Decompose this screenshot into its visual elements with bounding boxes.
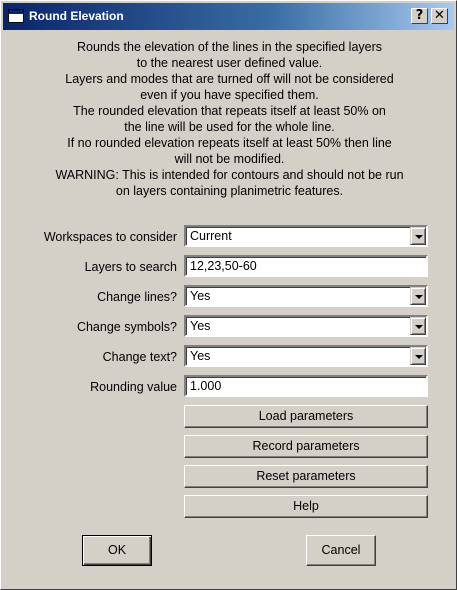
workspaces-label: Workspaces to consider — [43, 230, 177, 244]
help-button[interactable]: Help — [184, 495, 428, 518]
description-line: Layers and modes that are turned off will not be considered — [65, 72, 394, 86]
cancel-button[interactable]: Cancel — [306, 535, 376, 566]
chevron-down-icon[interactable] — [410, 287, 426, 305]
change-symbols-value: Yes — [190, 319, 211, 333]
change-text-label: Change text? — [102, 350, 177, 364]
description-line: Rounds the elevation of the lines in the specified layers — [76, 40, 383, 54]
layers-input[interactable]: 12,23,50-60 — [184, 255, 428, 277]
change-symbols-select[interactable] — [184, 315, 428, 337]
change-text-value: Yes — [190, 349, 211, 363]
workspaces-value: Current — [190, 229, 232, 243]
rounding-input[interactable]: 1.000 — [184, 375, 428, 397]
layers-label: Layers to search — [84, 260, 177, 274]
window-title: Round Elevation — [29, 9, 124, 23]
change-lines-select[interactable] — [184, 285, 428, 307]
close-icon[interactable]: ✕ — [431, 8, 448, 24]
rounding-label: Rounding value — [90, 380, 177, 394]
reset-parameters-button[interactable]: Reset parameters — [184, 465, 428, 488]
description-line: The rounded elevation that repeats itself at least 50% on — [73, 104, 386, 118]
window-icon — [8, 9, 24, 23]
change-text-select[interactable] — [184, 345, 428, 367]
description-line: on layers containing planimetric features. — [115, 184, 344, 198]
description-line: the line will be used for the whole line. — [124, 120, 335, 134]
record-parameters-button[interactable]: Record parameters — [184, 435, 428, 458]
title-bar[interactable] — [3, 3, 454, 30]
chevron-down-icon[interactable] — [410, 347, 426, 365]
title-help-button[interactable]: ? — [411, 8, 428, 24]
description-line: even if you have specified them. — [140, 88, 319, 102]
description-line: to the nearest user defined value. — [136, 56, 323, 70]
change-lines-value: Yes — [190, 289, 211, 303]
change-lines-label: Change lines? — [97, 290, 177, 304]
description-line: WARNING: This is intended for contours and should not be run — [55, 168, 404, 182]
change-symbols-label: Change symbols? — [76, 320, 177, 334]
load-parameters-button[interactable]: Load parameters — [184, 405, 428, 428]
chevron-down-icon[interactable] — [410, 317, 426, 335]
ok-button[interactable]: OK — [82, 535, 152, 566]
description-text — [11, 39, 448, 199]
workspaces-select[interactable] — [184, 225, 428, 247]
chevron-down-icon[interactable] — [410, 227, 426, 245]
description-line: If no rounded elevation repeats itself at least 50% then line — [67, 136, 392, 150]
description-line: will not be modified. — [174, 152, 285, 166]
